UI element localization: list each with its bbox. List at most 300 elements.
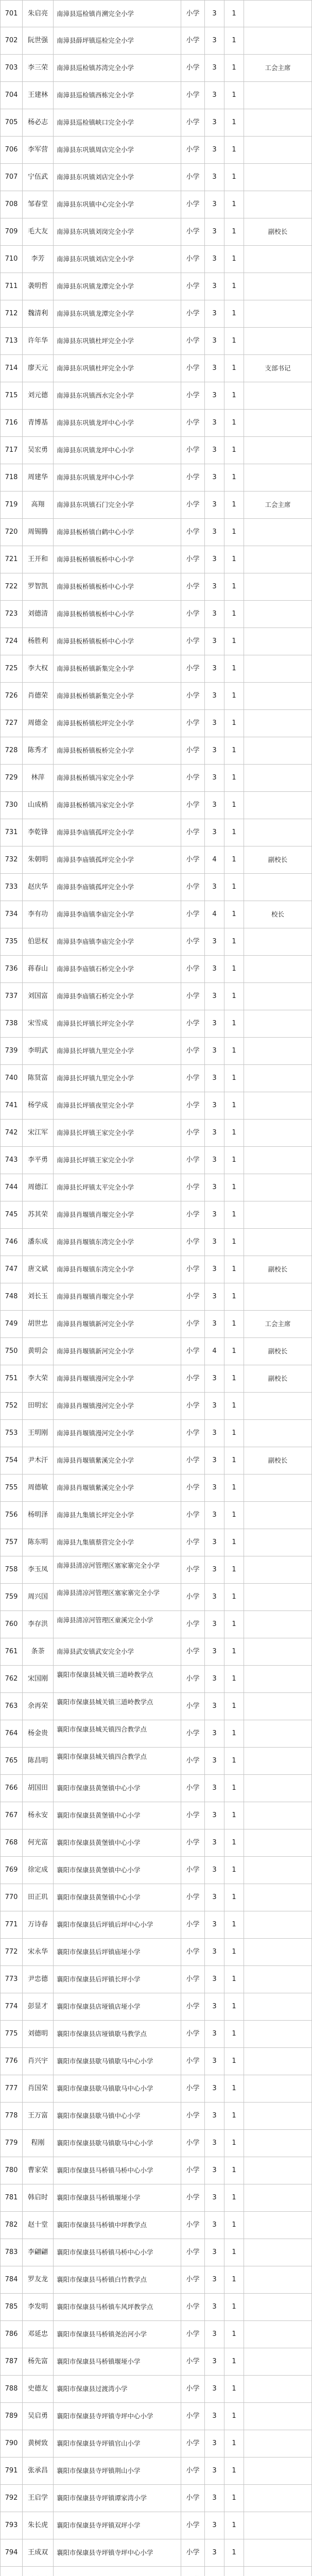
cell-number: 777 — [0, 2075, 23, 2102]
table-row — [0, 2021, 312, 2048]
cell-remark — [244, 683, 312, 709]
table-row — [0, 792, 312, 819]
cell-remark — [244, 2021, 312, 2047]
cell-remark — [244, 191, 312, 218]
cell-remark — [244, 109, 312, 136]
cell-count-a: 3 — [205, 1529, 224, 1556]
cell-count-a: 3 — [205, 1638, 224, 1665]
cell-unit: 南漳县巡检镇苏湾完全小学 — [54, 55, 181, 81]
cell-count-a: 3 — [205, 573, 224, 600]
cell-level: 小学 — [181, 765, 205, 791]
cell-number: 704 — [0, 82, 23, 109]
cell-level: 小学 — [181, 1857, 205, 1884]
table-row — [0, 1666, 312, 1693]
cell-number: 760 — [0, 1611, 23, 1638]
cell-number: 710 — [0, 246, 23, 273]
cell-count-a: 3 — [205, 683, 224, 709]
cell-unit: 襄阳市保康县寺坪镇双坪小学 — [54, 2512, 181, 2539]
cell-name: 陈贤富 — [23, 1065, 54, 1092]
cell-count-b: 1 — [224, 2348, 244, 2375]
table-row — [0, 683, 312, 710]
cell-number: 738 — [0, 1010, 23, 1037]
cell-name: 韩启时 — [23, 2184, 54, 2211]
cell-level: 小学 — [181, 355, 205, 382]
cell-unit: 襄阳市保康县城关镇三道岭教学点 — [54, 1666, 181, 1692]
cell-level: 小学 — [181, 737, 205, 764]
cell-level: 小学 — [181, 1092, 205, 1119]
table-row — [0, 382, 312, 410]
cell-number: 705 — [0, 109, 23, 136]
cell-level: 小学 — [181, 546, 205, 573]
table-row — [0, 273, 312, 300]
cell-level: 小学 — [181, 655, 205, 682]
table-row — [0, 1065, 312, 1092]
cell-count-b: 1 — [224, 1092, 244, 1119]
cell-level: 小学 — [181, 82, 205, 109]
cell-name: 伯思权 — [23, 928, 54, 955]
cell-count-b: 1 — [224, 2403, 244, 2430]
cell-count-a: 3 — [205, 2485, 224, 2512]
table-row — [0, 2212, 312, 2239]
cell-count-a: 3 — [205, 2103, 224, 2129]
cell-name: 李平勇 — [23, 1147, 54, 1174]
cell-count-a: 3 — [205, 792, 224, 819]
cell-unit: 襄阳市保康县黄堡镇中心小学 — [54, 1884, 181, 1911]
table-row — [0, 2048, 312, 2075]
table-row — [0, 2539, 312, 2567]
table-row — [0, 328, 312, 355]
cell-level: 小学 — [181, 1365, 205, 1392]
cell-count-a: 3 — [205, 2321, 224, 2348]
cell-remark — [244, 137, 312, 163]
cell-unit: 南漳县长坪镇王家完全小学 — [54, 1120, 181, 1146]
cell-count-a: 3 — [205, 382, 224, 409]
cell-count-a: 3 — [205, 1120, 224, 1146]
cell-count-a: 3 — [205, 1748, 224, 1774]
cell-count-b: 1 — [224, 273, 244, 300]
cell-count-b: 1 — [224, 1693, 244, 1720]
cell-count-a: 3 — [205, 55, 224, 81]
cell-remark — [244, 82, 312, 109]
cell-name: 朱启亮 — [23, 1, 54, 27]
cell-remark — [244, 1966, 312, 1993]
cell-remark — [244, 1611, 312, 1638]
cell-number: 768 — [0, 1829, 23, 1856]
cell-remark: 副校长 — [244, 1256, 312, 1283]
cell-name: 袭明哲 — [23, 273, 54, 300]
cell-unit: 襄阳市保康县店垭镇歇马教学点 — [54, 2021, 181, 2047]
cell-name: 宋永华 — [23, 1939, 54, 1965]
cell-remark: 工会主席 — [244, 492, 312, 518]
cell-count-a: 3 — [205, 1365, 224, 1392]
cell-level: 小学 — [181, 792, 205, 819]
cell-number: 788 — [0, 2376, 23, 2402]
cell-count-a: 3 — [205, 410, 224, 436]
cell-unit: 襄阳市保康县马桥镇马桥中心小学 — [54, 2157, 181, 2184]
cell-count-b: 1 — [224, 573, 244, 600]
cell-number: 757 — [0, 1529, 23, 1556]
cell-remark — [244, 246, 312, 273]
cell-count-b: 1 — [224, 1775, 244, 1802]
cell-name: 王开和 — [23, 546, 54, 573]
table-row — [0, 2239, 312, 2266]
cell-remark — [244, 1693, 312, 1720]
cell-name: 王万富 — [23, 2103, 54, 2129]
table-row — [0, 2157, 312, 2184]
cell-remark — [244, 300, 312, 327]
cell-name: 杨先富 — [23, 2348, 54, 2375]
cell-remark — [244, 1939, 312, 1965]
cell-count-b: 1 — [224, 437, 244, 464]
cell-number: 728 — [0, 737, 23, 764]
cell-unit: 襄阳市保康县寺坪镇寺坪中心小学 — [54, 2539, 181, 2566]
cell-unit: 南漳县板桥镇板桥中心小学 — [54, 628, 181, 655]
table-row — [0, 1038, 312, 1065]
cell-count-b: 1 — [224, 410, 244, 436]
cell-level: 小学 — [181, 1475, 205, 1501]
cell-remark — [244, 27, 312, 54]
cell-count-b: 1 — [224, 1120, 244, 1146]
cell-remark — [244, 1120, 312, 1146]
cell-number: 717 — [0, 437, 23, 464]
cell-count-a: 3 — [205, 2075, 224, 2102]
cell-count-a: 3 — [205, 137, 224, 163]
cell-unit: 南漳县东巩镇龙坪中心小学 — [54, 464, 181, 491]
cell-name: 邓延忠 — [23, 2321, 54, 2348]
cell-number: 752 — [0, 1393, 23, 1419]
cell-count-b: 1 — [224, 519, 244, 546]
cell-level: 小学 — [181, 246, 205, 273]
cell-count-b: 1 — [224, 2321, 244, 2348]
cell-name: 刘长玉 — [23, 1283, 54, 1310]
cell-count-b: 1 — [224, 55, 244, 81]
cell-remark — [244, 1283, 312, 1310]
cell-count-a: 3 — [205, 1775, 224, 1802]
cell-count-a: 3 — [205, 1174, 224, 1201]
cell-remark — [244, 1911, 312, 1938]
cell-count-b: 1 — [224, 1911, 244, 1938]
cell-number: 775 — [0, 2021, 23, 2047]
cell-remark: 副校长 — [244, 1365, 312, 1392]
cell-remark — [244, 2485, 312, 2512]
cell-name: 邹春堂 — [23, 191, 54, 218]
cell-remark — [244, 2239, 312, 2266]
cell-level: 小学 — [181, 1447, 205, 1474]
cell-level: 小学 — [181, 1038, 205, 1064]
cell-count-a: 3 — [205, 355, 224, 382]
cell-unit: 南漳县巡检镇肖溯完全小学 — [54, 1, 181, 27]
cell-count-b: 1 — [224, 137, 244, 163]
cell-number: 736 — [0, 956, 23, 982]
cell-count-b: 1 — [224, 1201, 244, 1228]
cell-count-b: 1 — [224, 655, 244, 682]
cell-number: 731 — [0, 819, 23, 846]
cell-count-b: 1 — [224, 2458, 244, 2484]
cell-level: 小学 — [181, 1502, 205, 1529]
cell-level: 小学 — [181, 2512, 205, 2539]
cell-unit: 襄阳市保康县黄堡镇中心小学 — [54, 1829, 181, 1856]
table-row — [0, 1475, 312, 1502]
cell-remark — [244, 519, 312, 546]
cell-name: 杨明泽 — [23, 1502, 54, 1529]
cell-name: 蒋春山 — [23, 956, 54, 982]
cell-unit: 襄阳市保康县城关镇三道岭教学点 — [54, 1693, 181, 1720]
cell-unit: 南漳县板桥镇板桥中心小学 — [54, 546, 181, 573]
cell-name: 张承昌 — [23, 2458, 54, 2484]
cell-unit: 南漳县东巩镇刘岗完全小学 — [54, 218, 181, 245]
cell-number: 776 — [0, 2048, 23, 2075]
cell-count-b: 1 — [224, 164, 244, 191]
cell-unit: 南漳县肖堰镇漫河完全小学 — [54, 1365, 181, 1392]
cell-unit: 南漳县清凉河管理区塞家寨完全小学 — [54, 1584, 181, 1611]
cell-count-b: 1 — [224, 2239, 244, 2266]
cell-name: 林萍 — [23, 765, 54, 791]
cell-unit: 南漳县东巩镇龙坪中心小学 — [54, 410, 181, 436]
table-row — [0, 164, 312, 191]
cell-remark — [244, 164, 312, 191]
cell-name: 田正玑 — [23, 1884, 54, 1911]
cell-number: 793 — [0, 2512, 23, 2539]
cell-name: 苏其荣 — [23, 1201, 54, 1228]
table-row — [0, 109, 312, 137]
cell-count-a: 3 — [205, 2376, 224, 2402]
cell-unit: 襄阳市保康县马桥镇中坪教学点 — [54, 2212, 181, 2239]
cell-unit: 南漳县肖堰镇肖堰完全小学 — [54, 1283, 181, 1310]
cell-count-b: 1 — [224, 191, 244, 218]
cell-unit: 南漳县东巩镇龙坪中心小学 — [54, 437, 181, 464]
cell-level: 小学 — [181, 928, 205, 955]
cell-remark — [244, 1147, 312, 1174]
cell-level: 小学 — [181, 683, 205, 709]
cell-count-a: 3 — [205, 1229, 224, 1256]
cell-name: 周德敏 — [23, 1475, 54, 1501]
cell-level: 小学 — [181, 2539, 205, 2566]
cell-unit: 南漳县巡检镇峡口完全小学 — [54, 109, 181, 136]
cell-level: 小学 — [181, 2184, 205, 2211]
cell-unit: 南漳县肖堰镇漫河完全小学 — [54, 1393, 181, 1419]
cell-remark — [244, 273, 312, 300]
table-row — [0, 246, 312, 273]
cell-remark — [244, 737, 312, 764]
cell-count-a: 3 — [205, 1447, 224, 1474]
cell-remark — [244, 2212, 312, 2239]
cell-count-a: 3 — [205, 1993, 224, 2020]
cell-count-b: 1 — [224, 928, 244, 955]
cell-name: 宋国刚 — [23, 1666, 54, 1692]
cell-number: 714 — [0, 355, 23, 382]
cell-level — [181, 2567, 205, 2576]
cell-remark — [244, 874, 312, 901]
cell-count-a: 3 — [205, 1857, 224, 1884]
cell-count-b: 1 — [224, 2130, 244, 2157]
cell-number: 753 — [0, 1420, 23, 1447]
cell-count-b: 1 — [224, 1802, 244, 1829]
cell-count-b: 1 — [224, 1584, 244, 1611]
cell-unit: 南漳县东巩镇杜坪完全小学 — [54, 328, 181, 354]
cell-number: 755 — [0, 1475, 23, 1501]
cell-name: 肖德荣 — [23, 683, 54, 709]
table-row — [0, 1993, 312, 2021]
table-row — [0, 1311, 312, 1338]
cell-count-b: 1 — [224, 1884, 244, 1911]
cell-name: 刘德清 — [23, 601, 54, 628]
cell-remark — [244, 1038, 312, 1064]
cell-remark — [244, 2539, 312, 2566]
cell-count-a: 3 — [205, 1802, 224, 1829]
cell-count-a: 3 — [205, 109, 224, 136]
table-row — [0, 2485, 312, 2512]
cell-level: 小学 — [181, 1802, 205, 1829]
table-row — [0, 1529, 312, 1556]
cell-level: 小学 — [181, 328, 205, 354]
cell-name: 李军营 — [23, 137, 54, 163]
cell-count-b: 1 — [224, 1993, 244, 2020]
cell-count-a: 3 — [205, 273, 224, 300]
cell-remark — [244, 2567, 312, 2576]
cell-name: 唐文斌 — [23, 1256, 54, 1283]
cell-unit: 南漳县长坪镇九里完全小学 — [54, 1065, 181, 1092]
cell-count-b: 1 — [224, 956, 244, 982]
cell-name: 青博基 — [23, 410, 54, 436]
cell-unit: 襄阳市保康县歇马镇歇马中心小学 — [54, 2130, 181, 2157]
cell-count-b: 1 — [224, 737, 244, 764]
cell-count-a: 3 — [205, 1502, 224, 1529]
cell-count-a: 3 — [205, 2348, 224, 2375]
cell-count-a: 3 — [205, 655, 224, 682]
cell-count-a: 3 — [205, 1092, 224, 1119]
cell-unit: 南漳县李庙镇孤坪完全小学 — [54, 819, 181, 846]
cell-number: 744 — [0, 1174, 23, 1201]
cell-number: 730 — [0, 792, 23, 819]
cell-count-b: 1 — [224, 492, 244, 518]
cell-count-a: 3 — [205, 2157, 224, 2184]
cell-unit: 南漳县李庙镇李庙完全小学 — [54, 901, 181, 928]
cell-remark — [244, 2321, 312, 2348]
cell-count-b: 1 — [224, 1748, 244, 1774]
cell-unit: 襄阳市保康县马桥镇白竹教学点 — [54, 2266, 181, 2293]
table-row — [0, 1447, 312, 1475]
cell-count-b: 1 — [224, 2212, 244, 2239]
cell-unit: 南漳县长坪镇九里完全小学 — [54, 1038, 181, 1064]
cell-name: 万诗春 — [23, 1911, 54, 1938]
cell-remark — [244, 710, 312, 737]
cell-name: 李大荣 — [23, 1365, 54, 1392]
cell-count-b: 1 — [224, 546, 244, 573]
cell-level: 小学 — [181, 27, 205, 54]
cell-unit: 南漳县板桥镇新集完全小学 — [54, 655, 181, 682]
cell-count-a: 3 — [205, 1666, 224, 1692]
cell-count-a: 3 — [205, 956, 224, 982]
table-row — [0, 1775, 312, 1802]
table-row — [0, 2430, 312, 2458]
table-row — [0, 765, 312, 792]
cell-number: 762 — [0, 1666, 23, 1692]
cell-count-a: 3 — [205, 328, 224, 354]
cell-count-a: 3 — [205, 2239, 224, 2266]
cell-count-b: 1 — [224, 27, 244, 54]
cell-count-b: 1 — [224, 1393, 244, 1419]
cell-remark: 支部书记 — [244, 355, 312, 382]
table-row — [0, 819, 312, 846]
cell-remark — [244, 1201, 312, 1228]
cell-number: 758 — [0, 1556, 23, 1583]
cell-level: 小学 — [181, 1993, 205, 2020]
cell-level: 小学 — [181, 382, 205, 409]
cell-count-b: 1 — [224, 1720, 244, 1747]
cell-count-b — [224, 2567, 244, 2576]
table-row — [0, 956, 312, 983]
cell-name: 胡世忠 — [23, 1311, 54, 1337]
cell-number: 774 — [0, 1993, 23, 2020]
cell-level: 小学 — [181, 1666, 205, 1692]
cell-count-a: 3 — [205, 710, 224, 737]
cell-count-b: 1 — [224, 1939, 244, 1965]
table-row — [0, 1857, 312, 1884]
cell-name: 杨永安 — [23, 1802, 54, 1829]
cell-count-b: 1 — [224, 1475, 244, 1501]
cell-number: 785 — [0, 2294, 23, 2320]
cell-name: 杨胜利 — [23, 628, 54, 655]
table-row — [0, 1229, 312, 1256]
cell-number: 741 — [0, 1092, 23, 1119]
table-row — [0, 1939, 312, 1966]
cell-number: 794 — [0, 2539, 23, 2566]
cell-count-b: 1 — [224, 464, 244, 491]
cell-number: 787 — [0, 2348, 23, 2375]
cell-level: 小学 — [181, 1201, 205, 1228]
cell-remark — [244, 2075, 312, 2102]
cell-unit: 南漳县李庙镇石桥完全小学 — [54, 983, 181, 1010]
cell-level: 小学 — [181, 1966, 205, 1993]
cell-remark — [244, 2403, 312, 2430]
cell-count-a: 3 — [205, 82, 224, 109]
cell-name: 杨金贵 — [23, 1720, 54, 1747]
cell-number: 746 — [0, 1229, 23, 1256]
cell-name: 李存洪 — [23, 1611, 54, 1638]
cell-unit: 襄阳市保康县黄堡镇中心小学 — [54, 1775, 181, 1802]
cell-count-a: 3 — [205, 164, 224, 191]
cell-count-a: 3 — [205, 1420, 224, 1447]
cell-number: 742 — [0, 1120, 23, 1146]
cell-level: 小学 — [181, 2021, 205, 2047]
cell-remark — [244, 1, 312, 27]
cell-count-a: 3 — [205, 2048, 224, 2075]
cell-name: 阮世强 — [23, 27, 54, 54]
cell-unit: 南漳县肖堰镇东湾完全小学 — [54, 1256, 181, 1283]
cell-count-a: 3 — [205, 437, 224, 464]
table-row — [0, 300, 312, 328]
cell-level: 小学 — [181, 1584, 205, 1611]
table-row — [0, 901, 312, 928]
table-row — [0, 0, 312, 27]
table-row — [0, 82, 312, 109]
cell-name: 宋江军 — [23, 1120, 54, 1146]
cell-name: 李翩翩 — [23, 2239, 54, 2266]
cell-remark — [244, 1748, 312, 1774]
cell-count-a: 3 — [205, 1911, 224, 1938]
cell-remark — [244, 546, 312, 573]
cell-unit: 襄阳市保康县歇马镇歇马中心小学 — [54, 2048, 181, 2075]
cell-count-a: 3 — [205, 874, 224, 901]
cell-level: 小学 — [181, 1338, 205, 1365]
cell-remark — [244, 1420, 312, 1447]
cell-remark — [244, 1829, 312, 1856]
cell-remark — [244, 464, 312, 491]
table-row — [0, 2512, 312, 2539]
cell-count-b: 1 — [224, 901, 244, 928]
cell-unit: 襄阳市保康县马桥镇堰垭小学 — [54, 2348, 181, 2375]
table-row — [0, 546, 312, 573]
